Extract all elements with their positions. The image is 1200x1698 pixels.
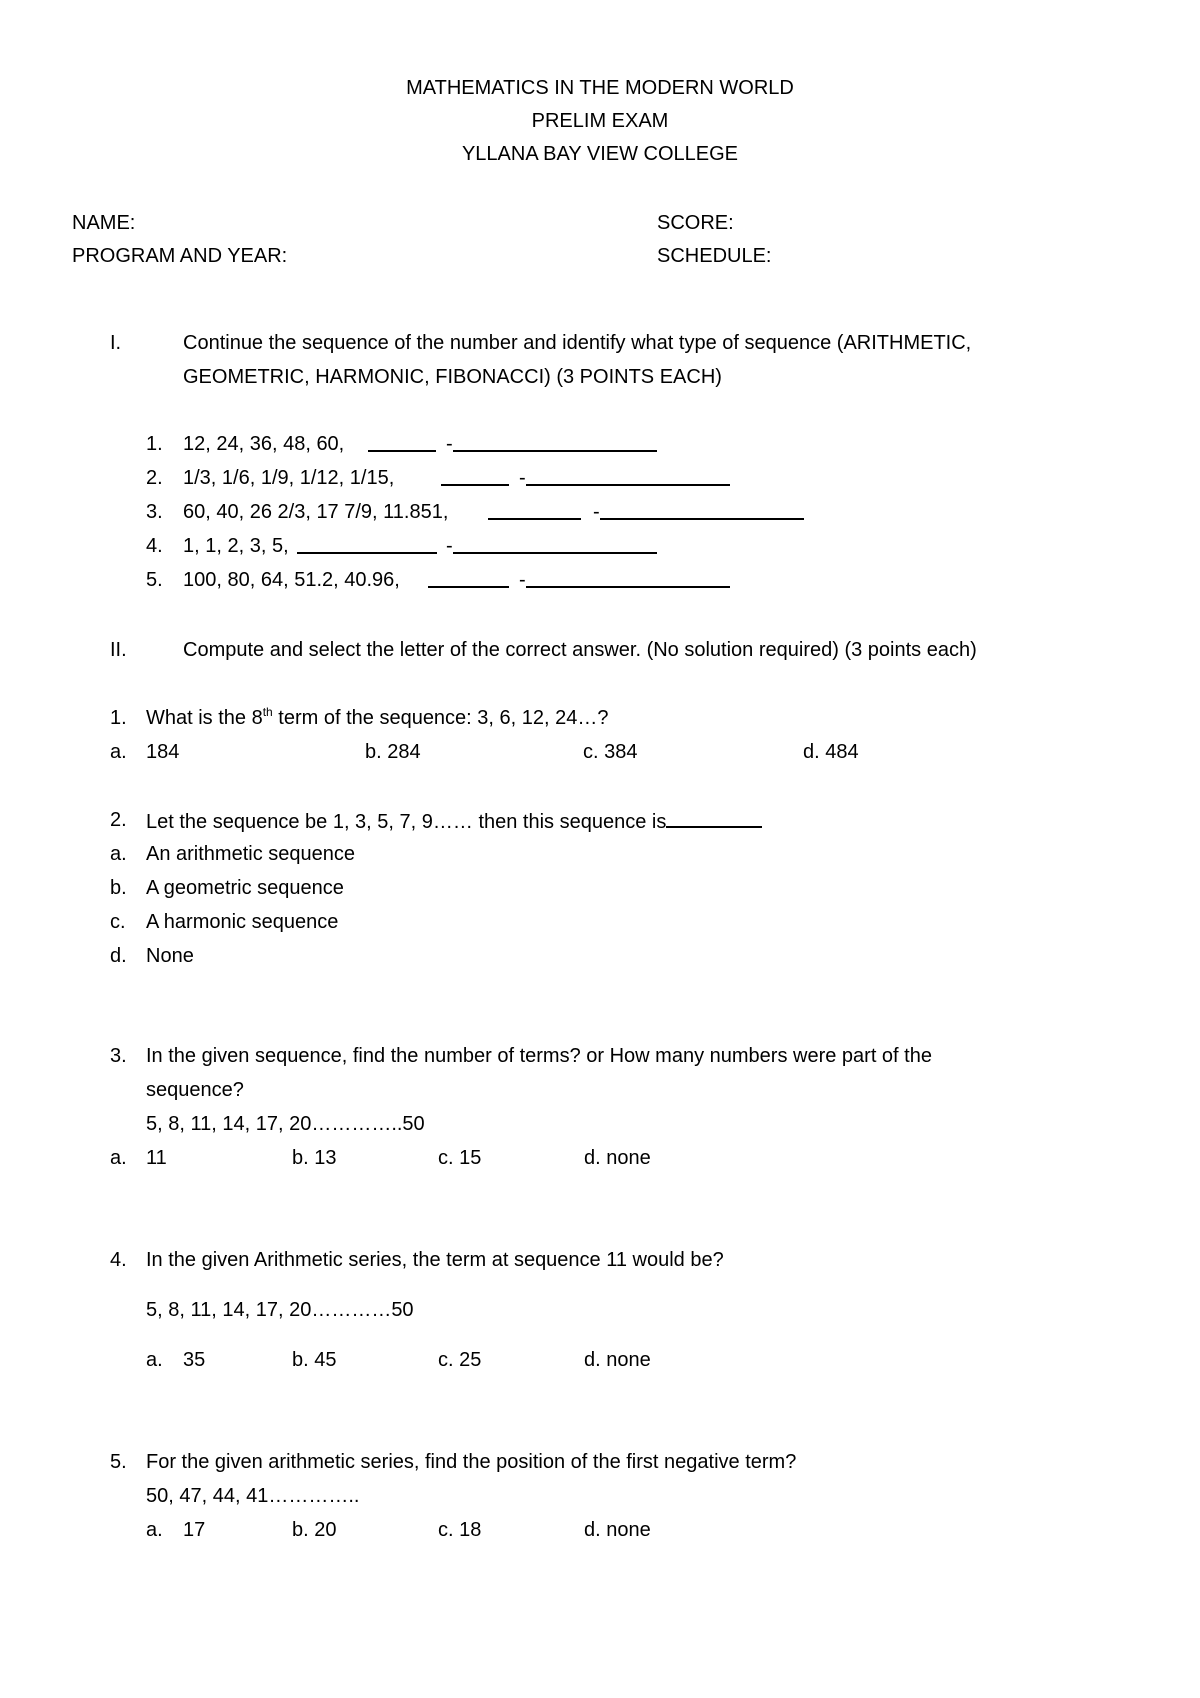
dash-separator: - [593,501,600,523]
option-d: d. 484 [803,741,859,763]
option-a: An arithmetic sequence [146,843,356,865]
type-blank [600,502,804,524]
program-field-label: PROGRAM AND YEAR: [72,245,288,267]
sequence-text: 100, 80, 64, 51.2, 40.96, [183,569,400,591]
option-letter: a. [110,843,127,865]
sequence-text: 12, 24, 36, 48, 60, [183,433,345,455]
question-text: For the given arithmetic series, find the position of the first negative term? [146,1451,797,1473]
option-c: c. 18 [438,1519,482,1541]
item-number: 4. [146,535,163,557]
option-a: 35 [183,1349,206,1371]
item-number: 3. [146,501,163,523]
option-letter: a. [110,1147,127,1169]
option-b: b. 284 [365,741,421,763]
exam-subject-title: MATHEMATICS IN THE MODERN WORLD [406,77,794,99]
answer-blank [368,434,436,456]
option-d: d. none [584,1147,651,1169]
question-text-line-1: In the given sequence, find the number of terms? or How many numbers were part of the [146,1045,932,1067]
item-number: 5. [146,569,163,591]
option-letter: b. [110,877,127,899]
question-sequence: 50, 47, 44, 41………….. [146,1485,360,1507]
sequence-text: 1/3, 1/6, 1/9, 1/12, 1/15, [183,467,395,489]
part-one-instruction-line-2: GEOMETRIC, HARMONIC, FIBONACCI) (3 POINTS EACH) [183,366,722,388]
option-letter: c. [110,911,126,933]
item-number: 2. [146,467,163,489]
answer-blank [441,468,509,490]
option-b: b. 13 [292,1147,337,1169]
question-sequence: 5, 8, 11, 14, 17, 20…………..50 [146,1113,425,1135]
dash-separator: - [519,467,526,489]
option-letter: a. [110,741,127,763]
dash-separator: - [446,433,453,455]
answer-blank [488,502,581,524]
question-number: 3. [110,1045,127,1067]
option-c: c. 15 [438,1147,482,1169]
option-b: b. 45 [292,1349,337,1371]
question-number: 2. [110,809,127,831]
dash-separator: - [446,535,453,557]
exam-type-title: PRELIM EXAM [531,110,669,132]
option-a: 184 [146,741,180,763]
score-field-label: SCORE: [657,212,734,234]
answer-blank [428,570,509,592]
option-d: d. none [584,1519,651,1541]
option-c: A harmonic sequence [146,911,339,933]
question-text: What is the 8th term of the sequence: 3, 6, 12, 24…? [146,705,609,729]
part-one-numeral: I. [110,332,122,354]
option-letter: d. [110,945,127,967]
type-blank [526,570,730,592]
sequence-text: 1, 1, 2, 3, 5, [183,535,289,557]
question-text: In the given Arithmetic series, the term at sequence 11 would be? [146,1249,724,1271]
sequence-text: 60, 40, 26 2/3, 17 7/9, 11.851, [183,501,449,523]
option-a: 11 [146,1147,167,1169]
option-letter: a. [146,1349,163,1371]
college-name: YLLANA BAY VIEW COLLEGE [461,143,739,165]
type-blank [453,536,657,558]
question-number: 1. [110,707,127,729]
option-d: None [146,945,194,967]
option-b: b. 20 [292,1519,337,1541]
part-one-instruction-line-1: Continue the sequence of the number and identify what type of sequence (ARITHMETIC, [183,332,972,354]
part-two-numeral: II. [110,639,127,661]
question-number: 5. [110,1451,127,1473]
type-blank [526,468,730,490]
option-letter: a. [146,1519,163,1541]
option-b: A geometric sequence [146,877,344,899]
option-d: d. none [584,1349,651,1371]
schedule-field-label: SCHEDULE: [657,245,772,267]
dash-separator: - [519,569,526,591]
type-blank [453,434,657,456]
answer-blank [297,536,437,558]
question-text-line-2: sequence? [146,1079,244,1101]
option-c: c. 384 [583,741,638,763]
item-number: 1. [146,433,163,455]
question-text: Let the sequence be 1, 3, 5, 7, 9…… then this sequence is [146,810,762,832]
name-field-label: NAME: [72,212,136,234]
question-sequence: 5, 8, 11, 14, 17, 20…………50 [146,1299,414,1321]
question-number: 4. [110,1249,127,1271]
part-two-instruction: Compute and select the letter of the correct answer. (No solution required) (3 points each) [183,639,977,661]
option-a: 17 [183,1519,206,1541]
option-c: c. 25 [438,1349,482,1371]
